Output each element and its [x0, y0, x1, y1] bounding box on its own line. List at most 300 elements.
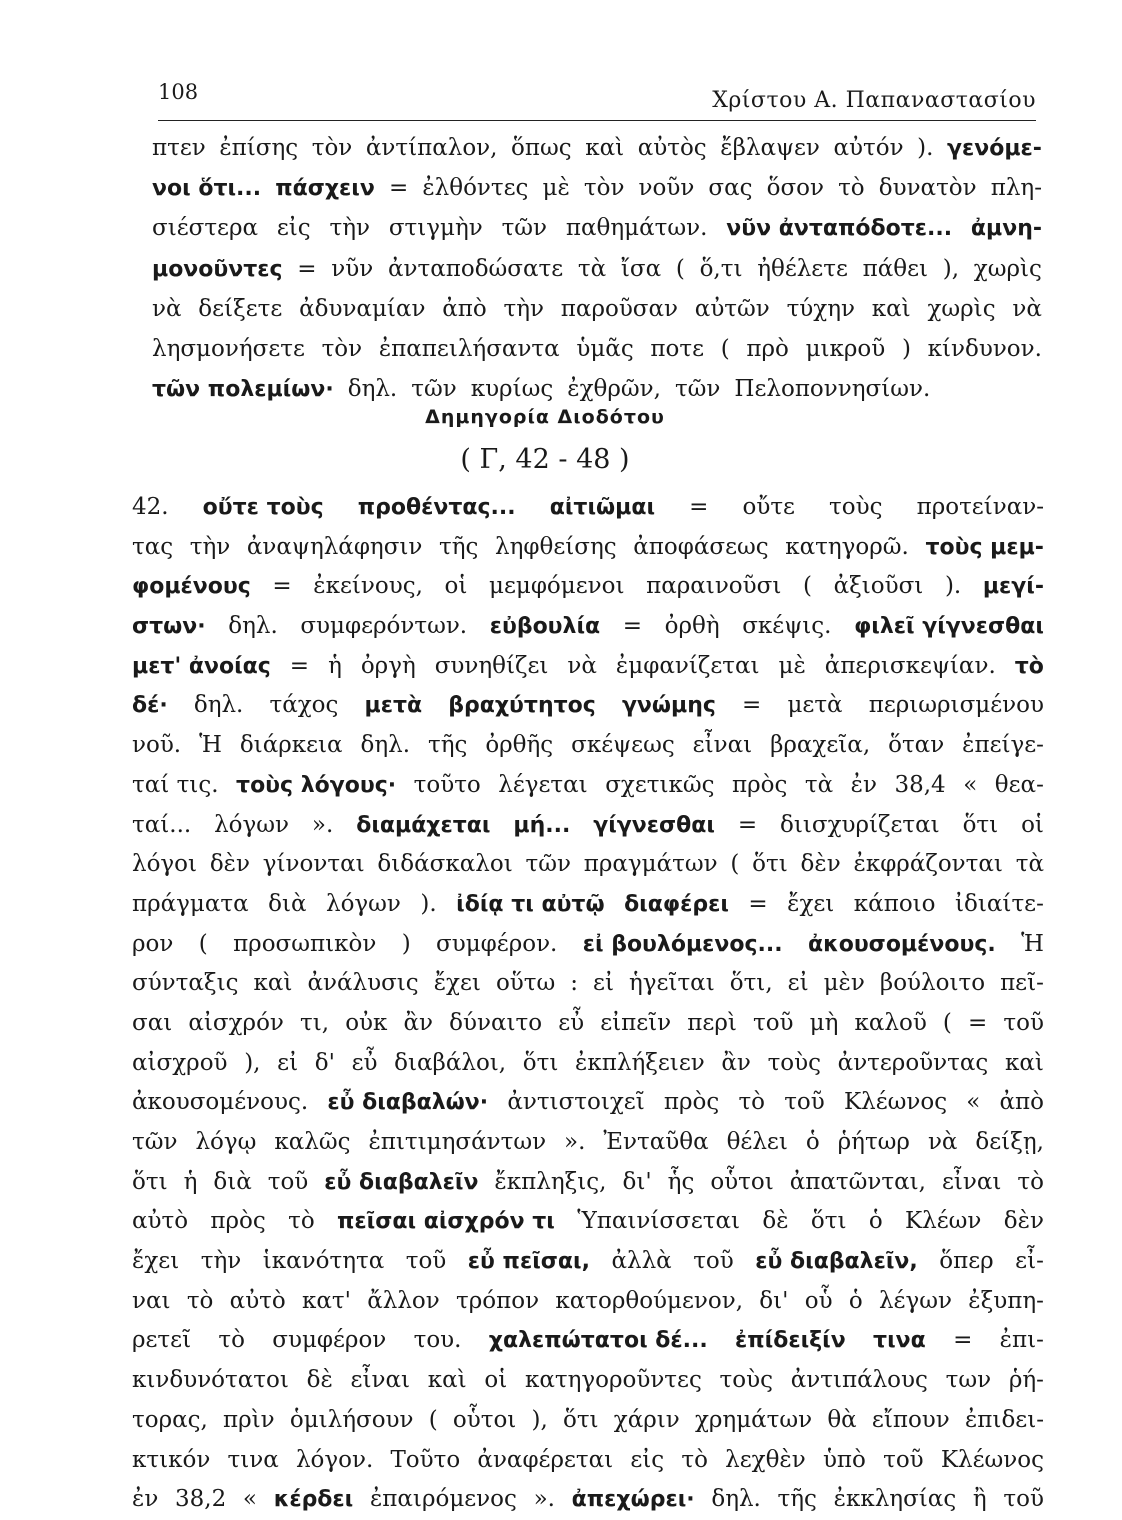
word: 38,2 — [175, 1486, 227, 1513]
word: χρημάτων — [694, 1406, 813, 1433]
word: ἐλθόντες — [422, 175, 529, 202]
word: πεῖ- — [1000, 970, 1044, 997]
word: τὴν — [200, 1248, 242, 1275]
word: ( — [720, 335, 730, 362]
top-text-block — [152, 128, 1042, 409]
word: = — [968, 1009, 988, 1036]
bold-lemma: ἀκουσομένους. — [807, 931, 996, 957]
word: δὲ — [306, 1367, 333, 1394]
word: καὶ — [871, 295, 911, 322]
word: παραινοῦσι — [646, 573, 782, 600]
word: ῥήτωρ — [837, 1129, 910, 1155]
word: ἄλλον — [367, 1287, 440, 1314]
word: ἴσα — [620, 255, 662, 282]
word: μὲν — [823, 970, 865, 997]
word: σχετικῶς — [605, 771, 715, 798]
word: = — [388, 175, 409, 202]
bold-lemma: εὖ διαβαλών· — [327, 1090, 489, 1116]
word: ναι — [132, 1287, 171, 1314]
word: = — [737, 811, 758, 838]
word: τι, — [300, 1009, 330, 1036]
word: νοῦν — [638, 175, 695, 202]
word: θὰ — [827, 1406, 857, 1433]
word: ) — [401, 930, 411, 957]
text-line — [132, 1401, 1044, 1441]
word: ἐκείνους, — [313, 573, 423, 600]
word: ἀπατῶνται, — [789, 1168, 926, 1195]
word: πράγματα — [132, 890, 249, 917]
text-line — [132, 1480, 1044, 1520]
bold-lemma: νοι ὅτι... — [152, 176, 262, 202]
word: δηλ. — [193, 692, 244, 719]
bold-lemma: μετὰ — [364, 693, 423, 719]
bold-lemma: διαμάχεται — [356, 812, 491, 838]
word: σας — [708, 175, 753, 202]
word: κινδυνότατοι — [132, 1367, 289, 1394]
running-head: Χρίστου Α. Παπαναστασίου — [712, 88, 1036, 113]
word: παθημάτων. — [565, 215, 708, 242]
word: βούλοιτο — [879, 970, 986, 997]
word: τοὺς — [829, 494, 883, 520]
word: ) — [901, 335, 911, 362]
word: δ' — [314, 1049, 335, 1076]
text-line — [132, 925, 1044, 965]
word: λόγον. — [295, 1446, 374, 1473]
word: αἰσχροῦ — [132, 1049, 228, 1076]
word: ἡ — [183, 1168, 198, 1195]
word: καὶ — [427, 1367, 467, 1394]
word: ἔκπληξις, — [494, 1168, 607, 1195]
word: Ἐνταῦθα — [603, 1129, 709, 1155]
word: τοὺς — [719, 1367, 773, 1394]
bold-lemma: εἰ βουλόμενος... — [582, 931, 783, 957]
word: πλη- — [990, 175, 1042, 202]
word: = — [297, 255, 317, 282]
word: πραγμάτων — [583, 851, 718, 878]
word: ), — [531, 1406, 548, 1433]
word: συμφέρον — [272, 1327, 387, 1354]
word: προσωπικὸν — [233, 930, 377, 957]
word: διδάσκαλοι — [377, 851, 513, 878]
word: τοῦ — [267, 1168, 309, 1195]
word: στιγμὴν — [388, 215, 483, 242]
bold-lemma: εὖ διαβαλεῖν — [324, 1169, 479, 1195]
word: νῦν — [331, 255, 374, 282]
text-line — [132, 1044, 1044, 1084]
word: ὅτι, — [729, 970, 773, 997]
word: τοῦτο — [413, 771, 481, 798]
word: ἀντιπάλους — [790, 1367, 928, 1394]
word: τῶν — [501, 215, 548, 242]
word: δὲν — [800, 851, 841, 878]
word: κατορθούμενον, — [555, 1287, 744, 1314]
word: οἱ — [484, 1367, 508, 1394]
word: ὅτι — [962, 811, 999, 838]
word: ρετεῖ — [132, 1327, 192, 1354]
word: εἶναι — [692, 732, 753, 759]
word: διὰ — [268, 890, 307, 917]
word: προτείναν- — [916, 494, 1044, 520]
word: μὲ — [778, 652, 806, 679]
text-line — [152, 128, 1042, 168]
word: = — [748, 890, 768, 917]
word: λεχθὲν — [725, 1446, 806, 1473]
word: τοὺς — [767, 1049, 821, 1076]
word: Τοῦτο — [390, 1446, 461, 1473]
word: ( — [428, 1406, 438, 1433]
bold-lemma: ἐπίδειξίν — [735, 1328, 846, 1354]
word: ὅτι — [132, 1168, 168, 1195]
bold-lemma: φομένους — [132, 574, 251, 600]
word: ( — [198, 930, 208, 957]
word: ἀδυναμίαν — [299, 295, 426, 322]
page-number: 108 — [158, 80, 199, 104]
text-line — [132, 1282, 1044, 1322]
word: δὲ — [762, 1208, 789, 1235]
word: ὀρθὴ — [664, 613, 720, 640]
bold-lemma: πάσχειν — [275, 176, 375, 202]
word: ταί... — [132, 811, 192, 838]
word: = — [953, 1327, 973, 1354]
word: κατηγορῶ. — [785, 533, 909, 560]
word: ἀντιστοιχεῖ — [507, 1089, 645, 1116]
word: τὴν — [329, 215, 371, 242]
word: ἐν — [132, 1486, 159, 1513]
word: τὴν — [503, 295, 545, 322]
bold-lemma: βραχύτητος — [448, 693, 596, 719]
word: δείξετε — [198, 295, 283, 322]
bold-lemma: αἰτιῶμαι — [549, 495, 656, 520]
word: ἀπὸ — [442, 295, 487, 322]
word: ἰδιαίτε- — [955, 890, 1044, 917]
word: Κλέωνος — [843, 1089, 948, 1116]
bold-lemma: ἀμνη- — [970, 216, 1042, 242]
word: = — [742, 692, 762, 719]
word: ἐκπλήξειεν — [575, 1049, 705, 1076]
word: ἡγεῖται — [628, 970, 715, 997]
word: ῥή- — [1008, 1367, 1044, 1394]
bold-lemma: πεῖσαι αἰσχρόν τι — [337, 1209, 555, 1235]
text-line — [152, 369, 1042, 409]
word: τὰ — [804, 771, 834, 798]
word: ). — [944, 573, 962, 600]
word: ἔβλαψεν — [720, 135, 820, 161]
word: τας — [132, 533, 174, 560]
word: εὖ — [351, 1049, 378, 1076]
word: περιωρισμένου — [868, 692, 1044, 719]
bold-lemma: γενόμε- — [946, 136, 1042, 161]
word: ἀνάλυσις — [307, 970, 419, 997]
word: ὁμιλήσουν — [289, 1406, 414, 1433]
word: δὲν — [209, 851, 250, 878]
word: : — [570, 970, 579, 997]
word: σκέψεως — [571, 732, 675, 759]
word: ἐπι- — [999, 1327, 1044, 1354]
bold-lemma: τῶν πολεμίων· — [152, 377, 334, 403]
word: ἔχει — [433, 970, 481, 997]
word: = — [689, 494, 709, 520]
bold-lemma: νῦν ἀνταπόδοτε... — [726, 216, 953, 242]
word: τῶν — [674, 376, 721, 403]
bold-lemma: χαλεπώτατοι δέ... — [488, 1328, 708, 1354]
text-line — [132, 567, 1044, 607]
word: πρὶν — [223, 1406, 275, 1433]
word: ἀπερισκεψίαν. — [824, 652, 996, 679]
bold-lemma: εὖ πεῖσαι, — [467, 1249, 590, 1275]
word: εἰς — [276, 215, 311, 242]
word: ὑμᾶς — [576, 335, 634, 362]
word: τορας, — [132, 1406, 208, 1433]
word: τοῦ — [1003, 1009, 1044, 1036]
word: νὰ — [927, 1129, 958, 1155]
word: οὕτω — [495, 970, 556, 997]
word: ἀναφέρεται — [477, 1446, 614, 1473]
text-line — [132, 607, 1044, 647]
word: μετὰ — [787, 692, 843, 719]
word: οὐκ — [345, 1009, 388, 1036]
word: « — [966, 1089, 981, 1116]
word: ὅ,τι — [699, 255, 743, 282]
word: οἱ — [444, 573, 468, 600]
word: τὰ — [577, 255, 607, 282]
word: διισχυρίζεται — [779, 811, 940, 838]
word: οὗ — [804, 1287, 833, 1314]
bold-lemma: τινα — [873, 1328, 926, 1354]
word: δι' — [759, 1287, 789, 1314]
bold-lemma: οὔτε τοὺς — [202, 495, 324, 520]
text-line — [152, 249, 1042, 289]
word: ( — [942, 1009, 952, 1036]
word: ἠθέλετε — [757, 255, 848, 282]
word: ὑπὸ — [822, 1446, 866, 1473]
text-line — [132, 1163, 1044, 1203]
word: καὶ — [585, 135, 625, 161]
word: δείξῃ, — [975, 1129, 1044, 1155]
text-line — [152, 168, 1042, 208]
bold-lemma: εὖ διαβαλεῖν, — [755, 1249, 918, 1275]
word: ὅτι — [562, 1406, 599, 1433]
word: τάχος — [269, 692, 339, 719]
word: 38,4 — [894, 771, 946, 798]
word: ( — [730, 851, 740, 878]
word: δηλ. — [711, 1486, 761, 1513]
word: ἔχει — [132, 1248, 180, 1275]
word: δυνατὸν — [878, 175, 977, 202]
word: ( — [802, 573, 812, 600]
word: ἐκκλησίας — [833, 1486, 957, 1513]
word: οὗτοι — [710, 1168, 774, 1195]
word: συνηθίζει — [434, 652, 549, 679]
word: ἀλλὰ — [611, 1248, 672, 1275]
word: νοῦ. — [132, 732, 182, 759]
word: εἶ- — [1015, 1248, 1044, 1275]
word: τῶν — [525, 851, 571, 878]
word: διὰ — [213, 1168, 252, 1195]
word: ἐπίσης — [219, 135, 299, 161]
word: τὸ — [838, 175, 865, 202]
word: ἀντίπαλον, — [365, 135, 498, 161]
word: καὶ — [1004, 1049, 1044, 1076]
word: κατηγοροῦντες — [524, 1367, 702, 1394]
word: ρον — [132, 930, 174, 957]
bold-lemma: στων· — [132, 614, 206, 640]
word: ἐκφράζονται — [853, 851, 1003, 878]
word: τὸ — [186, 1287, 214, 1314]
text-line — [152, 208, 1042, 248]
page-header — [158, 76, 1036, 121]
text-line — [132, 964, 1044, 1004]
word: ». — [533, 1486, 555, 1513]
word: εἰ — [277, 1049, 299, 1076]
word: τὸ — [218, 1327, 245, 1354]
word: ἀντεροῦντας — [837, 1049, 989, 1076]
word: καὶ — [253, 970, 293, 997]
word: Ὑπαινίσσεται — [577, 1208, 741, 1235]
word: τὸν — [321, 335, 363, 362]
word: ὀρθῆς — [485, 732, 554, 759]
word: θεα- — [994, 771, 1044, 798]
bold-lemma: τοὺς λόγους· — [236, 772, 397, 798]
word: ἂν — [403, 1009, 434, 1036]
word: ). — [420, 890, 437, 917]
text-line — [152, 329, 1042, 369]
word: λέγεται — [498, 771, 588, 798]
word: κάποιο — [853, 890, 936, 917]
word: οὗτοι — [452, 1406, 517, 1433]
bold-lemma: γνώμης — [621, 693, 716, 719]
text-line — [132, 647, 1044, 687]
word: τοῦ — [752, 1009, 794, 1036]
text-line — [132, 845, 1044, 885]
word: εὖ — [558, 1009, 585, 1036]
word: σαι — [132, 1009, 173, 1036]
word: ». — [311, 811, 334, 838]
word: χωρὶς — [927, 295, 996, 322]
word: τὴν — [189, 533, 231, 560]
word: ἀπὸ — [999, 1089, 1044, 1116]
word: δηλ. — [347, 376, 398, 403]
text-line — [132, 885, 1044, 925]
text-line — [132, 1321, 1044, 1361]
word: τρόπον — [456, 1287, 540, 1314]
text-line — [132, 766, 1044, 806]
word: ἐμφανίζεται — [615, 652, 760, 679]
text-line — [132, 1441, 1044, 1481]
word: ὅταν — [888, 732, 945, 759]
word: ὀργὴ — [360, 652, 416, 679]
text-line — [132, 1083, 1044, 1123]
word: πρὸς — [732, 771, 788, 798]
text-line — [132, 726, 1044, 766]
text-line — [132, 1242, 1044, 1282]
word: εἶναι — [941, 1168, 1002, 1195]
word: ὅτι — [522, 1049, 559, 1076]
word: τοῦ — [883, 1446, 924, 1473]
word: κατ' — [302, 1287, 351, 1314]
word: τοῦ — [405, 1248, 447, 1275]
word: τὸν — [583, 175, 625, 202]
word: πτεν — [152, 135, 206, 161]
bold-lemma: φιλεῖ γίγνεσθαι — [854, 614, 1044, 640]
word: τοῦ — [693, 1248, 734, 1275]
word: = — [622, 613, 643, 640]
word: ὅπερ — [939, 1248, 994, 1275]
word: δηλ. — [228, 613, 278, 640]
word: ὁ — [848, 1287, 863, 1314]
word: ἔχει — [787, 890, 835, 917]
bold-lemma: διαφέρει — [624, 891, 729, 917]
word: ἡ — [328, 652, 342, 679]
word: λόγοι — [132, 851, 198, 878]
word: βραχεῖα, — [770, 732, 871, 759]
word: ἐπαιρόμενος — [369, 1486, 517, 1513]
word: Πελοποννησίων. — [734, 376, 931, 403]
word: αὐτῶν — [694, 295, 770, 322]
word: τῆς — [439, 533, 479, 560]
word: τῆς — [777, 1486, 817, 1513]
word: του. — [413, 1327, 462, 1354]
word: διαβάλοι, — [394, 1049, 507, 1076]
text-line — [132, 686, 1044, 726]
word: σκέψις. — [742, 613, 832, 640]
word: οἱ — [1021, 811, 1044, 838]
word: πρὸς — [210, 1208, 266, 1235]
word: τοῦ — [1003, 1486, 1044, 1513]
word: ἀναψηλάφησιν — [246, 533, 423, 560]
word: πάθει — [862, 255, 929, 282]
word: τὸν — [311, 135, 353, 161]
word: τινα — [227, 1446, 279, 1473]
word: Ἡ — [199, 732, 222, 759]
word: εἰ — [593, 970, 614, 997]
word: λέγων — [878, 1287, 952, 1314]
section-reference: ( Γ, 42 - 48 ) — [460, 444, 630, 475]
word: ὁ — [868, 1208, 883, 1235]
text-line — [132, 1004, 1044, 1044]
word: εἴπουν — [871, 1406, 950, 1433]
word: μεμφόμενοι — [489, 573, 625, 600]
word: οὔτε — [742, 494, 795, 520]
word: = — [272, 573, 292, 600]
word: νὰ — [567, 652, 597, 679]
word: κτικόν — [132, 1446, 211, 1473]
bold-lemma: μή... — [513, 812, 571, 838]
word: « — [242, 1486, 257, 1513]
word: « — [963, 771, 978, 798]
bold-lemma: μεγί- — [982, 574, 1044, 600]
word: τῆς — [427, 732, 468, 759]
bold-lemma: εὐβουλία — [489, 614, 601, 640]
word: λόγῳ — [195, 1129, 257, 1155]
word: τοῦ — [784, 1089, 825, 1116]
word: ( — [675, 255, 685, 282]
word: ὅσον — [766, 175, 824, 202]
word: καλοῦ — [854, 1009, 927, 1036]
word: ἱκανότητα — [262, 1248, 385, 1275]
word: δι' — [622, 1168, 652, 1195]
section-title: Δημηγορία Διοδότου — [425, 406, 665, 428]
bold-lemma: γίγνεσθαι — [593, 812, 715, 838]
word: αὐτὸς — [637, 135, 707, 161]
word: πρὸ — [746, 335, 789, 362]
word: τὸ — [1017, 1168, 1044, 1195]
word: ἐπείγε- — [962, 732, 1044, 759]
word: ταί τις. — [132, 771, 219, 798]
word: τὸ — [288, 1208, 315, 1235]
bold-lemma: μονοῦντες — [152, 256, 283, 282]
bold-lemma: μετ' ἀνοίας — [132, 653, 271, 679]
text-line — [132, 1202, 1044, 1242]
